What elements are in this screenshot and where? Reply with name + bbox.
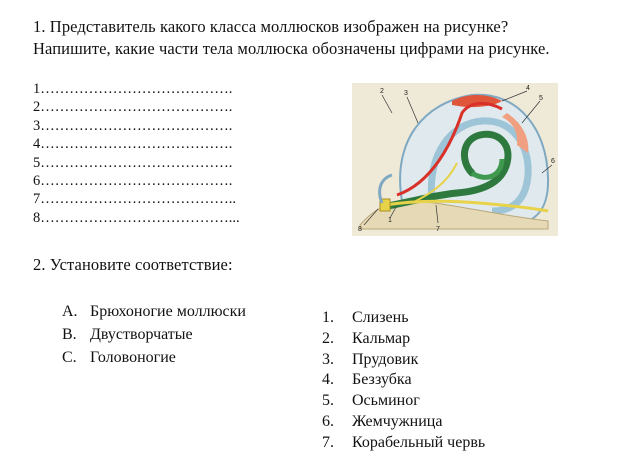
- option-key: B.: [62, 326, 77, 343]
- list-item: [62, 300, 246, 323]
- figure-label: 2: [380, 88, 384, 95]
- list-item: [322, 329, 485, 350]
- animal-label: Прудовик: [352, 350, 419, 368]
- animal-key: 1.: [322, 309, 334, 326]
- figure-label: 3: [404, 90, 408, 97]
- animal-key: 3.: [322, 350, 334, 368]
- answer-blank: 5………………………………….: [33, 154, 233, 171]
- answer-blank: 6………………………………….: [33, 173, 233, 190]
- figure-label: 6: [551, 158, 555, 165]
- animal-key: 6.: [322, 412, 334, 430]
- list-item: [322, 370, 485, 391]
- animal-key: 7.: [322, 433, 334, 451]
- animal-label: Осьминог: [352, 392, 420, 410]
- answer-blank: 8…………………………………...: [33, 209, 240, 226]
- figure-label: 4: [526, 85, 530, 92]
- answer-blanks: [33, 80, 240, 227]
- option-label: Головоногие: [90, 349, 176, 366]
- list-item: [322, 433, 485, 454]
- option-key: C.: [62, 349, 77, 366]
- animal-list: [322, 308, 485, 454]
- list-item: [62, 323, 246, 346]
- list-item: [62, 346, 246, 369]
- animal-label: Слизень: [352, 309, 409, 326]
- option-label: Брюхоногие моллюски: [90, 303, 246, 320]
- animal-label: Беззубка: [352, 371, 412, 389]
- question-1-instruction: Напишите, какие части тела моллюска обозначены цифрами на рисунке.: [33, 39, 550, 58]
- list-item: [322, 350, 485, 371]
- figure-label: 1: [388, 217, 392, 224]
- figure-label: 7: [436, 226, 440, 233]
- list-item: [322, 308, 485, 329]
- answer-blank: 7…………………………………..: [33, 191, 236, 208]
- answer-blank: 4………………………………….: [33, 136, 233, 153]
- option-label: Двустворчатые: [90, 326, 193, 343]
- answer-blank: 3………………………………….: [33, 117, 233, 134]
- option-key: A.: [62, 303, 78, 320]
- list-item: [322, 412, 485, 433]
- answer-blank: 1………………………………….: [33, 81, 233, 97]
- mollusk-class-list: [62, 300, 246, 369]
- figure-label: 5: [539, 95, 543, 102]
- answer-blank: 2………………………………….: [33, 99, 233, 116]
- animal-label: Корабельный червь: [352, 433, 486, 451]
- question-2-title: 2. Установите соответствие:: [33, 255, 233, 274]
- animal-label: Кальмар: [352, 329, 411, 347]
- list-item: [322, 391, 485, 412]
- animal-key: 2.: [322, 329, 334, 347]
- animal-label: Жемчужница: [352, 412, 443, 430]
- figure-label: 8: [358, 226, 362, 233]
- mollusk-anatomy-figure: [352, 83, 558, 236]
- snail-diagram: [352, 83, 558, 236]
- question-1-text: 1. Представитель какого класса моллюсков изображен на рисунке?: [33, 17, 509, 36]
- animal-key: 5.: [322, 392, 334, 410]
- animal-key: 4.: [322, 371, 334, 389]
